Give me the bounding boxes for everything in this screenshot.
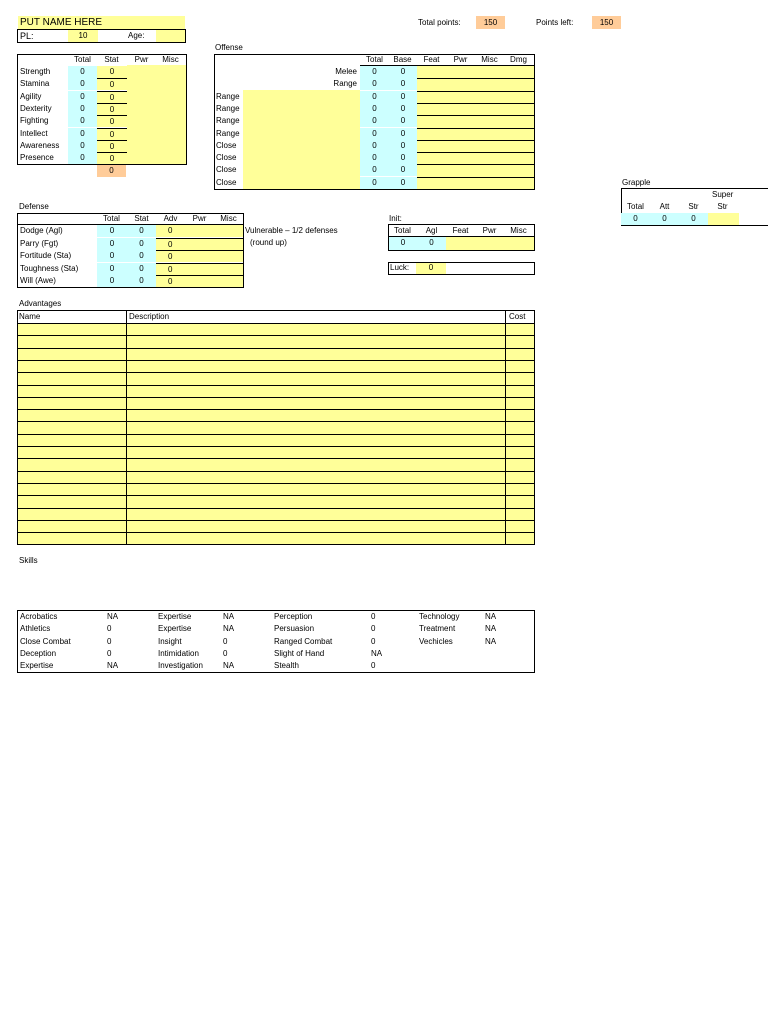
offense-total: 0 xyxy=(360,66,389,78)
ability-stat-input[interactable]: 0 xyxy=(97,152,127,164)
defense-adv-input[interactable]: 0 xyxy=(156,250,243,262)
offense-base: 0 xyxy=(389,177,417,189)
advantages-row-line xyxy=(17,397,535,398)
offense-base: 0 xyxy=(389,140,417,152)
defense-name: Dodge (Agl) xyxy=(20,226,63,235)
defense-name: Will (Awe) xyxy=(20,276,56,285)
grapple-super-label: Super xyxy=(712,190,734,199)
advantages-row-line xyxy=(17,434,535,435)
advantages-title: Advantages xyxy=(19,299,62,308)
offense-base: 0 xyxy=(389,152,417,164)
offense-row-label: Range xyxy=(216,128,240,138)
ability-name: Intellect xyxy=(20,128,48,138)
offense-header-total: Total xyxy=(366,55,383,64)
age-label: Age: xyxy=(128,31,145,40)
offense-row-label: Range xyxy=(216,91,240,101)
luck-value: 0 xyxy=(428,263,434,272)
offense-row-label: Close xyxy=(216,153,237,163)
advantages-row-line xyxy=(17,360,535,361)
skill-value: 0 xyxy=(371,624,376,634)
defense-adv-input[interactable]: 0 xyxy=(156,263,243,275)
ability-stat-input[interactable]: 0 xyxy=(97,66,127,78)
points-left-label: Points left: xyxy=(536,18,574,27)
offense-row-line xyxy=(417,78,535,79)
ability-name: Dexterity xyxy=(20,103,52,113)
offense-row-line xyxy=(417,164,535,165)
advantages-divider xyxy=(505,310,506,545)
offense-header-pwr: Pwr xyxy=(453,55,468,64)
skill-name: Athletics xyxy=(20,624,51,634)
defense-header-stat: Stat xyxy=(134,214,149,223)
ability-stat-input[interactable]: 0 xyxy=(97,78,127,90)
defense-total: 0 xyxy=(97,238,127,250)
advantages-row-line xyxy=(17,495,535,496)
offense-total: 0 xyxy=(360,115,389,127)
ability-total: 0 xyxy=(68,152,97,164)
offense-row-label: Close xyxy=(216,140,237,150)
luck-label: Luck: xyxy=(390,263,410,272)
grapple-header-0: Total xyxy=(627,202,644,211)
advantages-col-description: Description xyxy=(129,312,170,321)
ability-name: Agility xyxy=(20,91,42,101)
offense-base: 0 xyxy=(389,164,417,176)
defense-stat: 0 xyxy=(127,275,156,287)
defense-header-pwr: Pwr xyxy=(192,214,207,223)
init-header-total: Total xyxy=(394,226,411,235)
advantages-row-line xyxy=(17,409,535,410)
grapple-value-3[interactable] xyxy=(708,213,739,225)
skill-value: 0 xyxy=(223,648,228,658)
offense-row-line xyxy=(417,103,535,104)
abilities-header-stat: Stat xyxy=(104,55,119,64)
advantages-row-line xyxy=(17,446,535,447)
ability-total: 0 xyxy=(68,140,97,152)
skill-name: Technology xyxy=(419,612,460,621)
ability-stat-input[interactable]: 0 xyxy=(97,91,127,103)
defense-stat: 0 xyxy=(127,225,156,237)
abilities-cost-value: 0 xyxy=(109,166,114,175)
pl-value: 10 xyxy=(78,31,88,40)
pl-label: PL: xyxy=(20,31,34,41)
advantages-row-line xyxy=(17,520,535,521)
skill-value: NA xyxy=(223,661,235,671)
advantages-row-line xyxy=(17,508,535,509)
advantages-row-line xyxy=(17,483,535,484)
abilities-header-misc: Misc xyxy=(162,55,179,64)
skill-name: Slight of Hand xyxy=(274,648,325,658)
defense-name: Parry (Fgt) xyxy=(20,238,59,248)
skill-value: NA xyxy=(107,661,119,671)
defense-title: Defense xyxy=(19,202,49,211)
skill-value: NA xyxy=(485,612,497,621)
offense-header-feat: Feat xyxy=(423,55,440,64)
offense-total: 0 xyxy=(360,128,389,140)
offense-base: 0 xyxy=(389,115,417,127)
offense-row-label: Range xyxy=(216,116,240,126)
grapple-value-2: 0 xyxy=(679,213,708,225)
offense-base: 0 xyxy=(389,91,417,103)
init-header-misc: Misc xyxy=(510,226,527,235)
defense-adv-input[interactable]: 0 xyxy=(156,225,243,237)
defense-total: 0 xyxy=(97,250,127,262)
grapple-header-1: Att xyxy=(659,202,670,211)
advantages-row-line xyxy=(17,385,535,386)
skills-title: Skills xyxy=(19,556,38,565)
offense-row-line xyxy=(417,152,535,153)
abilities-misc-column[interactable] xyxy=(127,65,186,164)
ability-total: 0 xyxy=(68,128,97,140)
offense-row-label: Range xyxy=(216,103,240,113)
offense-total: 0 xyxy=(360,177,389,189)
age-field[interactable] xyxy=(156,30,185,42)
skill-name: Persuasion xyxy=(274,624,315,634)
character-name-text: PUT NAME HERE xyxy=(20,17,103,28)
defense-stat: 0 xyxy=(127,238,156,250)
skill-value: NA xyxy=(485,636,497,646)
defense-note-line2: (round up) xyxy=(250,238,287,247)
grapple-header-2: Str xyxy=(688,202,699,211)
skill-name: Intimidation xyxy=(158,648,199,658)
defense-note-line1: Vulnerable – 1/2 defenses xyxy=(245,226,338,235)
defense-name: Toughness (Sta) xyxy=(20,263,79,273)
init-header-agl: Agl xyxy=(425,226,438,235)
offense-total: 0 xyxy=(360,91,389,103)
offense-total: 0 xyxy=(360,103,389,115)
offense-header-base: Base xyxy=(393,55,412,64)
offense-row-line xyxy=(417,177,535,178)
offense-header-misc: Misc xyxy=(481,55,498,64)
offense-base: 0 xyxy=(389,66,417,78)
skill-value: 0 xyxy=(223,636,228,646)
skill-value: NA xyxy=(485,624,497,634)
skill-value: 0 xyxy=(107,624,112,634)
offense-row-sublabel: Range xyxy=(333,79,357,89)
advantages-row-line xyxy=(17,421,535,422)
skill-name: Vechicles xyxy=(419,636,453,646)
skill-value: NA xyxy=(107,612,119,621)
defense-total: 0 xyxy=(97,225,127,237)
advantages-row-line xyxy=(17,458,535,459)
skill-value: 0 xyxy=(371,661,376,671)
ability-name: Awareness xyxy=(20,140,60,150)
skill-value: NA xyxy=(223,612,235,621)
offense-row-label: Close xyxy=(216,165,237,175)
defense-stat: 0 xyxy=(127,250,156,262)
advantages-row-line xyxy=(17,348,535,349)
skill-name: Expertise xyxy=(20,661,54,671)
offense-base: 0 xyxy=(389,103,417,115)
skill-value: 0 xyxy=(371,636,376,646)
points-left-value: 150 xyxy=(599,18,614,27)
ability-total: 0 xyxy=(68,91,97,103)
ability-total: 0 xyxy=(68,103,97,115)
ability-stat-input[interactable]: 0 xyxy=(97,115,127,127)
ability-stat-input[interactable]: 0 xyxy=(97,140,127,152)
grapple-header-3: Str xyxy=(717,202,728,211)
advantages-row-line xyxy=(17,323,535,324)
abilities-header-pwr: Pwr xyxy=(134,55,149,64)
skill-name: Insight xyxy=(158,636,182,646)
init-mods-input[interactable] xyxy=(446,237,534,250)
skill-name: Acrobatics xyxy=(20,612,58,621)
defense-name: Fortitude (Sta) xyxy=(20,251,72,260)
defense-total: 0 xyxy=(97,263,127,275)
skill-name: Deception xyxy=(20,648,57,658)
offense-label-column[interactable] xyxy=(243,90,360,189)
skill-name: Close Combat xyxy=(20,636,71,646)
init-header-pwr: Pwr xyxy=(482,226,497,235)
init-header-feat: Feat xyxy=(452,226,469,235)
init-total: 0 xyxy=(389,237,417,250)
offense-total: 0 xyxy=(360,78,389,90)
defense-header-adv: Adv xyxy=(163,214,178,223)
offense-row-sublabel: Melee xyxy=(335,67,357,76)
defense-stat: 0 xyxy=(127,263,156,275)
ability-total: 0 xyxy=(68,78,97,90)
advantages-row-line xyxy=(17,335,535,336)
offense-row-label: Close xyxy=(216,177,237,187)
skill-name: Expertise xyxy=(158,612,192,621)
defense-adv-input[interactable]: 0 xyxy=(156,275,243,287)
skill-name: Ranged Combat xyxy=(274,636,333,646)
skill-name: Stealth xyxy=(274,661,299,671)
skill-value: 0 xyxy=(107,648,112,658)
offense-row-line xyxy=(417,128,535,129)
advantages-row-line xyxy=(17,372,535,373)
defense-header-total: Total xyxy=(103,214,120,223)
advantages-row-line xyxy=(17,532,535,533)
offense-base: 0 xyxy=(389,128,417,140)
offense-title: Offense xyxy=(215,43,243,52)
ability-total: 0 xyxy=(68,115,97,127)
defense-total: 0 xyxy=(97,275,127,287)
skill-name: Expertise xyxy=(158,624,192,634)
ability-name: Presence xyxy=(20,153,54,163)
skill-name: Treatment xyxy=(419,624,456,634)
ability-stat-input[interactable]: 0 xyxy=(97,128,127,140)
abilities-header-total: Total xyxy=(74,55,91,64)
advantages-col-cost: Cost xyxy=(509,312,526,321)
advantages-row-line xyxy=(17,471,535,472)
defense-adv-input[interactable]: 0 xyxy=(156,238,243,250)
grapple-value-1: 0 xyxy=(650,213,679,225)
ability-name: Fighting xyxy=(20,116,49,126)
skill-value: 0 xyxy=(107,636,112,646)
grapple-value-0: 0 xyxy=(621,213,650,225)
init-title: Init: xyxy=(389,214,402,223)
skill-value: NA xyxy=(223,624,235,634)
skill-value: 0 xyxy=(371,612,376,621)
advantages-col-name: Name xyxy=(19,312,41,321)
offense-base: 0 xyxy=(389,78,417,90)
total-points-value: 150 xyxy=(483,18,498,27)
offense-total: 0 xyxy=(360,164,389,176)
defense-header-misc: Misc xyxy=(220,214,237,223)
offense-total: 0 xyxy=(360,140,389,152)
skill-name: Perception xyxy=(274,612,313,621)
offense-row-line xyxy=(417,91,535,92)
skill-value: NA xyxy=(371,648,383,658)
total-points-label: Total points: xyxy=(418,18,461,27)
ability-stat-input[interactable]: 0 xyxy=(97,103,127,115)
offense-total: 0 xyxy=(360,152,389,164)
ability-name: Stamina xyxy=(20,79,50,89)
grapple-title: Grapple xyxy=(622,178,651,187)
advantages-divider xyxy=(126,310,127,545)
offense-header-dmg: Dmg xyxy=(510,55,527,64)
ability-total: 0 xyxy=(68,66,97,78)
luck-box xyxy=(388,262,535,275)
offense-row-line xyxy=(417,140,535,141)
skill-name: Investigation xyxy=(158,661,203,671)
offense-row-line xyxy=(417,115,535,116)
ability-name: Strength xyxy=(20,67,51,76)
init-agl: 0 xyxy=(417,237,446,250)
